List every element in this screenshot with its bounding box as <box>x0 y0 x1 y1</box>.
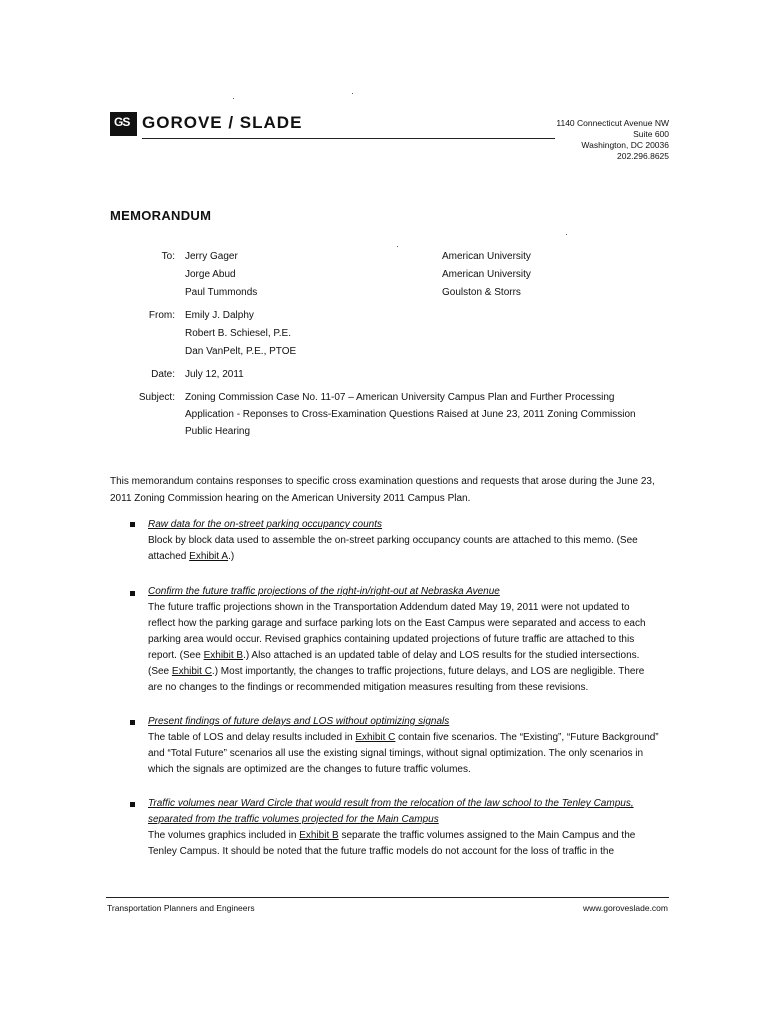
bullet-heading: Confirm the future traffic projections of the right-in/right-out at Nebraska Avenue <box>148 586 500 597</box>
exhibit-c-ref: Exhibit C <box>171 666 212 677</box>
intro-line: This memorandum contains responses to specific cross examination questions and requests that arose during the June 23, <box>110 476 655 487</box>
address-street: 1140 Connecticut Avenue NW <box>556 118 669 128</box>
subject-line: Zoning Commission Case No. 11-07 – American University Campus Plan and Further Processing <box>185 392 615 403</box>
recipient-name: Jerry Gager <box>185 251 238 262</box>
recipient-org: American University <box>442 269 531 280</box>
bullet-heading: Present findings of future delays and LOS without optimizing signals <box>148 716 450 727</box>
subject-line: Public Hearing <box>185 426 251 437</box>
from-names <box>185 307 296 361</box>
header-divider <box>142 138 555 139</box>
exhibit-c-ref: Exhibit C <box>355 732 396 743</box>
recipient-org: Goulston & Storrs <box>442 287 521 298</box>
bullet-1 <box>148 517 638 565</box>
bullet-line: attached Exhibit A.) <box>148 551 235 562</box>
company-name: GOROVE / SLADE <box>142 113 303 132</box>
bullet-line: (See Exhibit C.) Most importantly, the changes to traffic projections, future delays, and LOS are negligible. There <box>148 666 645 677</box>
intro-paragraph <box>110 473 655 507</box>
sender-name: Robert B. Schiesel, P.E. <box>185 328 291 339</box>
scan-speck <box>233 98 234 99</box>
subject-text <box>185 389 636 440</box>
bullet-line: and “Total Future” scenarios all use the existing signal timings, without signal optimization. The only scenarios in <box>148 748 644 759</box>
bullet-line: The table of LOS and delay results included in Exhibit C contain five scenarios. The “Existing”, “Future Background” <box>148 732 659 743</box>
bullet-2 <box>148 584 646 696</box>
address-suite: Suite 600 <box>633 129 669 139</box>
intro-line: 2011 Zoning Commission hearing on the American University 2011 Campus Plan. <box>110 493 471 504</box>
bullet-marker <box>130 591 135 596</box>
recipient-name: Jorge Abud <box>185 269 236 280</box>
subject-line: Application - Reponses to Cross-Examination Questions Raised at June 23, 2011 Zoning Commission <box>185 409 636 420</box>
bullet-line: parking area would occur. Revised graphics containing updated projections of future traffic are attached to this <box>148 634 635 645</box>
from-label: From: <box>148 310 175 321</box>
bullet-line: are no changes to the findings or recommended mitigation measures resulting from these revisions. <box>148 682 589 693</box>
scan-speck <box>352 93 353 94</box>
bullet-line: The future traffic projections shown in the Transportation Addendum dated May 19, 2011 were not updated to <box>148 602 630 613</box>
to-orgs <box>442 248 531 302</box>
bullet-marker <box>130 522 135 527</box>
subject-label: Subject: <box>138 392 175 403</box>
memo-title: MEMORANDUM <box>110 208 212 223</box>
bullet-line: Block by block data used to assemble the on-street parking occupancy counts are attached to this memo. (See <box>148 535 638 546</box>
exhibit-b-ref: Exhibit B <box>299 830 339 841</box>
bullet-marker <box>130 720 135 725</box>
bullet-3 <box>148 714 659 778</box>
bullet-line: report. (See Exhibit B.) Also attached is an updated table of delay and LOS results for the studied intersections. <box>148 650 640 661</box>
bullet-line: which the signals are optimized are the changes to future traffic volumes. <box>148 764 471 775</box>
bullet-line: reflect how the parking garage and surface parking lots on the East Campus were separated and access to each <box>148 618 646 629</box>
bullet-marker <box>130 802 135 807</box>
date-value: July 12, 2011 <box>185 369 244 380</box>
to-names <box>185 248 257 302</box>
address-phone: 202.296.8625 <box>617 151 669 161</box>
footer-website: www.goroveslade.com <box>582 903 668 913</box>
bullet-heading: separated from the traffic volumes projected for the Main Campus <box>148 814 439 825</box>
address-city: Washington, DC 20036 <box>581 140 669 150</box>
bullet-heading: Traffic volumes near Ward Circle that would result from the relocation of the law school to the Tenley Campus, <box>148 798 634 809</box>
exhibit-a-ref: Exhibit A <box>189 551 229 562</box>
bullet-line: Tenley Campus. It should be noted that the future traffic models do not account for the loss of traffic in the <box>148 846 615 857</box>
sender-name: Emily J. Dalphy <box>185 310 254 321</box>
exhibit-b-ref: Exhibit B <box>203 650 244 661</box>
recipient-org: American University <box>442 251 531 262</box>
scan-speck <box>397 246 398 247</box>
date-label: Date: <box>151 369 175 380</box>
company-logo-mark: GS <box>110 112 137 136</box>
bullet-line: The volumes graphics included in Exhibit B separate the traffic volumes assigned to the Main Campus and the <box>148 830 636 841</box>
bullet-4 <box>148 796 635 860</box>
footer-divider <box>106 897 669 898</box>
recipient-name: Paul Tummonds <box>185 287 258 298</box>
footer-tagline: Transportation Planners and Engineers <box>107 903 255 913</box>
company-address <box>556 118 669 162</box>
bullet-heading: Raw data for the on-street parking occupancy counts <box>148 519 383 530</box>
scan-speck <box>566 234 567 235</box>
sender-name: Dan VanPelt, P.E., PTOE <box>185 346 297 357</box>
to-label: To: <box>161 251 175 262</box>
